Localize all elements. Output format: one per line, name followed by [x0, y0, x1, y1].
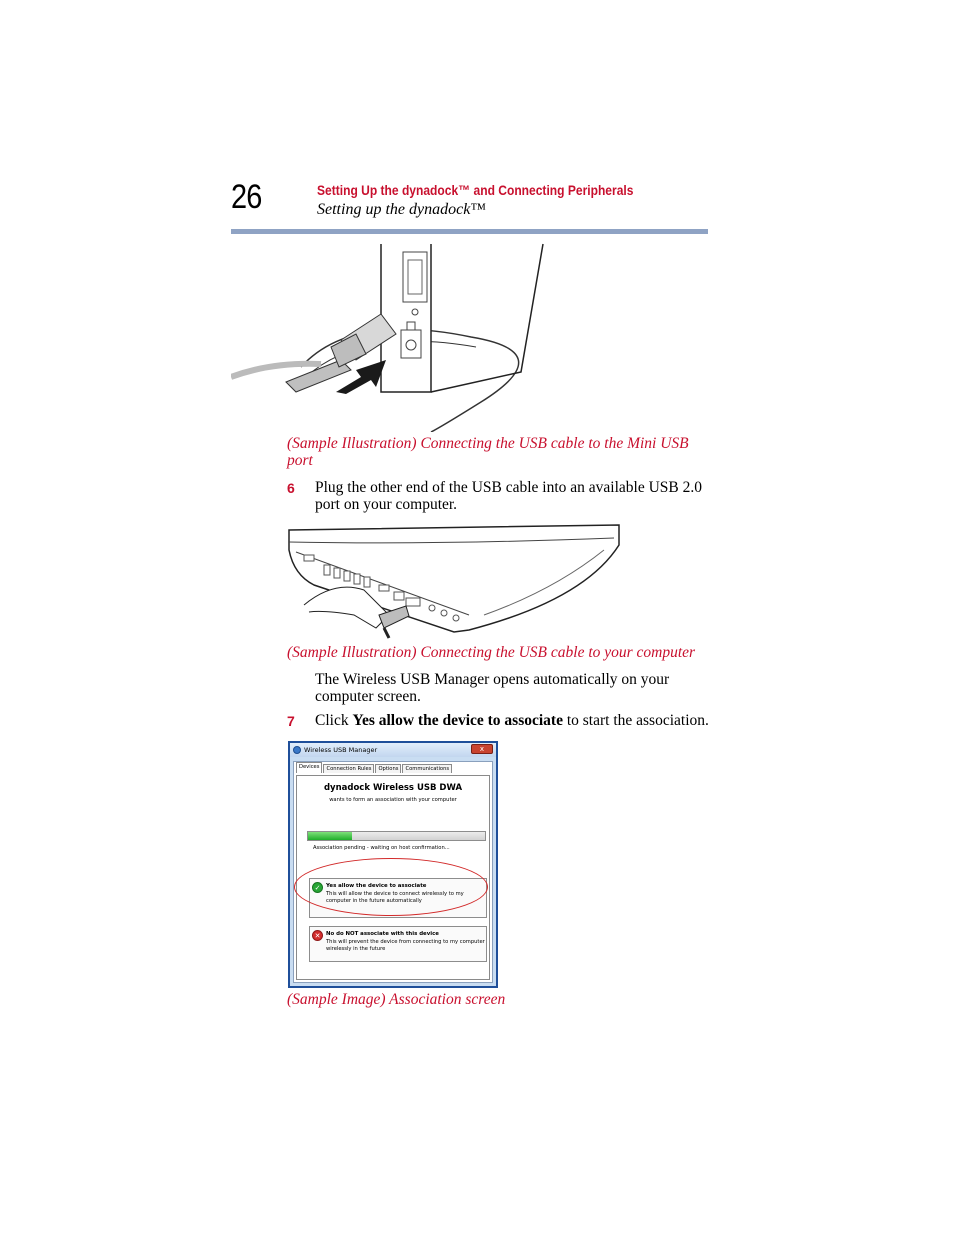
- page-number: 26: [231, 178, 262, 216]
- device-subtitle: wants to form an association with your computer: [329, 797, 457, 803]
- app-icon: [293, 746, 301, 754]
- allow-option-description: This will allow the device to connect wirelessly to my computer in the future automatically: [326, 891, 464, 904]
- highlight-ellipse: [294, 858, 488, 916]
- figure1-caption: (Sample Illustration) Connecting the USB cable to the Mini USB port: [287, 435, 689, 469]
- association-progress-bar: [307, 831, 486, 841]
- window-titlebar: [290, 743, 496, 757]
- step7-bold: Yes allow the device to associate: [352, 712, 563, 729]
- device-name: dynadock Wireless USB DWA: [323, 783, 463, 793]
- status-text: Association pending - waiting on host confirmation...: [313, 845, 450, 851]
- step6-number: 6: [287, 480, 295, 496]
- para-after-figure2: The Wireless USB Manager opens automatically on your computer screen.: [315, 671, 670, 705]
- step6-text: Plug the other end of the USB cable into an available USB 2.0 port on your computer.: [315, 479, 702, 513]
- progress-fill: [308, 832, 352, 840]
- deny-option-title: No do NOT associate with this device: [326, 931, 439, 937]
- deny-association-option[interactable]: [309, 926, 487, 962]
- laptop-usb-illustration: [284, 520, 629, 640]
- section-title: Setting up the dynadock™: [317, 201, 486, 218]
- tab-connection-rules[interactable]: Connection Rules: [323, 764, 374, 773]
- deny-option-description: This will prevent the device from connecting to my computer wirelessly in the future: [326, 939, 485, 952]
- close-icon[interactable]: x: [471, 744, 493, 754]
- figure3-caption: (Sample Image) Association screen: [287, 991, 506, 1008]
- figure2-caption: (Sample Illustration) Connecting the USB cable to your computer: [287, 644, 696, 661]
- tab-options[interactable]: Options: [375, 764, 401, 773]
- header-rule: [231, 229, 708, 234]
- checkmark-icon: ✓: [312, 882, 323, 893]
- x-icon: ✕: [312, 930, 323, 941]
- tab-devices[interactable]: Devices: [296, 762, 322, 773]
- dock-usb-illustration: [231, 242, 551, 432]
- chapter-title: Setting Up the dynadock™ and Connecting Peripherals: [317, 182, 634, 198]
- tab-bar: [296, 764, 453, 773]
- step7-text: [315, 712, 710, 729]
- step7-suffix: to start the association.: [562, 712, 709, 729]
- allow-option-title: Yes allow the device to associate: [326, 883, 427, 889]
- window-title: Wireless USB Manager: [304, 746, 378, 754]
- step7-number: 7: [287, 713, 295, 729]
- step7-prefix: Click: [315, 712, 353, 729]
- tab-communications[interactable]: Communications: [402, 764, 452, 773]
